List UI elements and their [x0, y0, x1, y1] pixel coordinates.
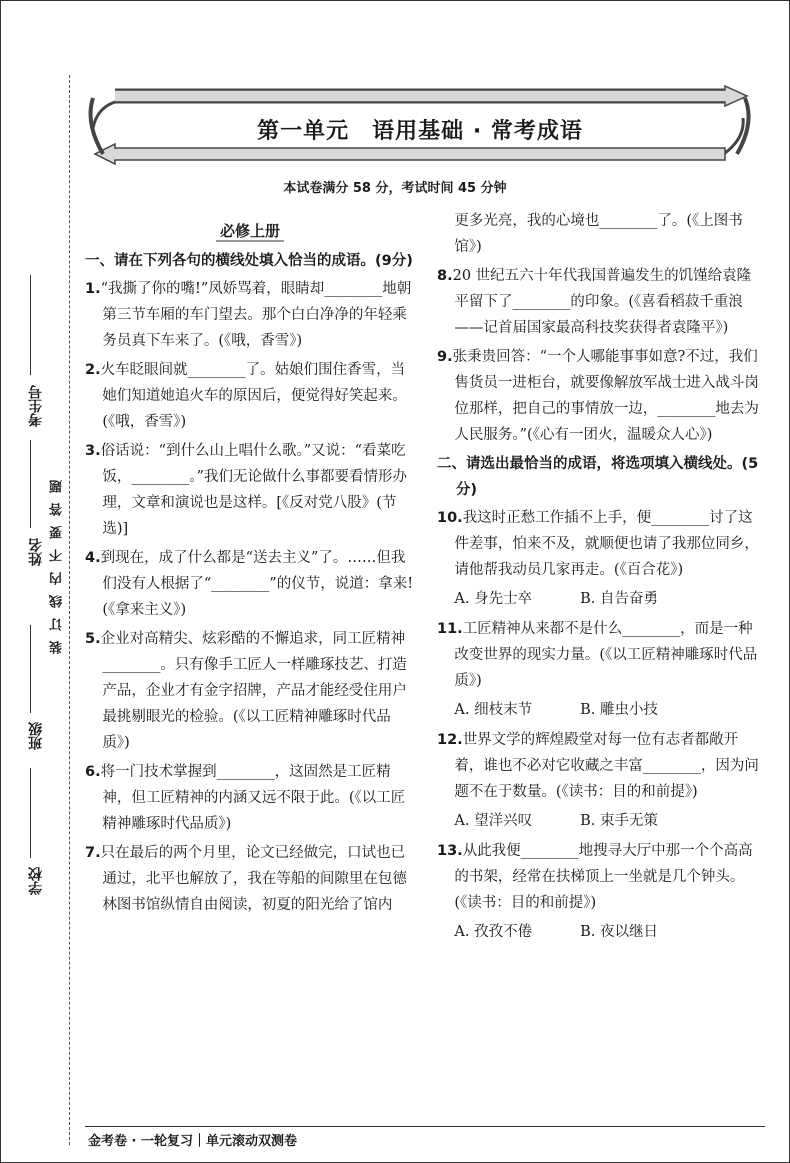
- question-number: 7.: [85, 845, 101, 861]
- title-banner: [85, 78, 755, 178]
- side-school-line: [30, 768, 31, 858]
- question-text: 张秉贵回答：“一个人哪能事事如意?不过，我们售货员一进柜台，就要像解放军战士进入战斗岗位那样，把自己的事情放一边，________地去为人民服务。”(《心有一团火，温暖众人心》): [452, 349, 759, 443]
- question-item: [437, 838, 765, 916]
- question-item: [85, 759, 415, 837]
- left-column: [85, 208, 415, 921]
- question-text: 企业对高精尖、炫彩酷的不懈追求，同工匠精神________。只有像手工匠人一样雕琢技艺、打造产品，企业才有金字招牌，产品才能经受住用户最挑剔眼光的检验。(《以工匠精神雕琢时代品质》): [100, 631, 407, 751]
- question-text: “我撕了你的嘴!”凤娇骂着，眼睛却________地朝第三节车厢的车门望去。那个白白净净的年轻乘务员真下车来了。(《哦，香雪》): [100, 281, 412, 349]
- question-number: 9.: [437, 349, 453, 365]
- question-number: 1.: [85, 281, 101, 297]
- question-item: [437, 344, 765, 448]
- question-number: 10.: [437, 510, 463, 526]
- option-b: B. 夜以继日: [580, 924, 658, 940]
- section-heading: 必修上册: [85, 218, 415, 244]
- footer-series: 金考卷 · 一轮复习｜单元滚动双测卷: [88, 1134, 297, 1149]
- exam-info: 本试卷满分 58 分，考试时间 45 分钟: [283, 181, 507, 196]
- question-number: 6.: [85, 764, 101, 780]
- side-class-label: 班级: [28, 722, 44, 750]
- question-item: [85, 545, 415, 623]
- question-number: 13.: [437, 843, 463, 859]
- question-text: 世界文学的辉煌殿堂对每一位有志者都敞开着，谁也不必对它收藏之丰富________，因为问题不在于数量。(《读书：目的和前提》): [454, 732, 759, 800]
- answer-options: [437, 586, 765, 612]
- question-continuation: 更多光亮，我的心境也________了。(《上图书馆》): [454, 213, 743, 255]
- question-number: 2.: [85, 362, 101, 378]
- question-number: 5.: [85, 631, 101, 647]
- question-text: 工匠精神从来都不是什么________，而是一种改变世界的现实力量。(《以工匠精神雕琢时代品质》): [454, 621, 758, 689]
- answer-options: [437, 808, 765, 834]
- question-item: [85, 438, 415, 542]
- option-b: B. 自告奋勇: [580, 591, 658, 607]
- part-heading: 二、请选出最恰当的成语，将选项填入横线处。(5分): [437, 456, 759, 498]
- option-a: A. 孜孜不倦: [454, 924, 533, 940]
- binding-line: [69, 75, 70, 1145]
- side-exam-no-label: 考生号: [28, 385, 44, 427]
- answer-options: [437, 697, 765, 723]
- question-text: 只在最后的两个月里，论文已经做完，口试也已通过，北平也解放了，我在等船的间隙里在包德林图书馆纵情自由阅读，初夏的阳光给了馆内: [100, 845, 407, 913]
- option-a: A. 身先士卒: [454, 591, 533, 607]
- question-item: [85, 840, 415, 918]
- question-text: 20 世纪五六十年代我国普遍发生的饥馑给袁隆平留下了________的印象。(《喜看稻菽千重浪——记首届国家最高科技奖获得者袁隆平》): [452, 268, 752, 336]
- question-item: [437, 505, 765, 583]
- option-b: B. 束手无策: [580, 813, 658, 829]
- question-item: [437, 727, 765, 805]
- question-number: 12.: [437, 732, 463, 748]
- side-warning: 装订线内不要答题: [50, 470, 65, 654]
- footer-rule: [85, 1126, 765, 1127]
- question-text: 到现在，成了什么都是“送去主义”了。……但我们没有人根据了“________”的仪节，说道：拿来!(《拿来主义》): [100, 550, 414, 618]
- question-text: 我这时正愁工作插不上手，便________讨了这件差事，怕来不及，就顺便也请了我那位同乡，请他帮我动员几家再走。(《百合花》): [454, 510, 759, 578]
- side-class-line: [30, 625, 31, 713]
- side-school-label: 学校: [28, 867, 44, 895]
- side-name-label: 姓名: [28, 538, 44, 566]
- right-column: [437, 208, 765, 949]
- question-item: [437, 263, 765, 341]
- option-b: B. 雕虫小技: [580, 702, 658, 718]
- question-item: [85, 276, 415, 354]
- question-number: 11.: [437, 621, 463, 637]
- question-text: 从此我便________地搜寻大厅中那一个个高高的书架，经常在扶梯顶上一坐就是几个钟头。(《读书：目的和前提》): [454, 843, 753, 911]
- question-number: 8.: [437, 268, 453, 284]
- question-item: [437, 616, 765, 694]
- answer-options: [437, 919, 765, 945]
- page-title: 第一单元 语用基础 · 常考成语: [257, 119, 583, 144]
- option-a: A. 望洋兴叹: [454, 813, 533, 829]
- question-number: 4.: [85, 550, 101, 566]
- question-item: [85, 626, 415, 756]
- part-heading: 一、请在下列各句的横线处填入恰当的成语。(9分): [85, 253, 413, 269]
- question-item: [85, 357, 415, 435]
- side-exam-no-line: [30, 275, 31, 375]
- side-name-line: [30, 440, 31, 528]
- question-text: 俗话说：“到什么山上唱什么歌。”又说：“看菜吃饭，________。”我们无论做什么事都要看情形办理，文章和演说也是这样。[《反对党八股》(节选)]: [100, 443, 408, 537]
- question-text: 将一门技术掌握到________，这固然是工匠精神，但工匠精神的内涵又远不限于此。(《以工匠精神雕琢时代品质》): [100, 764, 406, 832]
- option-a: A. 细枝末节: [454, 702, 533, 718]
- question-text: 火车眨眼间就________了。姑娘们围住香雪，当她们知道她追火车的原因后，便觉得好笑起来。(《哦，香雪》): [100, 362, 407, 430]
- question-number: 3.: [85, 443, 101, 459]
